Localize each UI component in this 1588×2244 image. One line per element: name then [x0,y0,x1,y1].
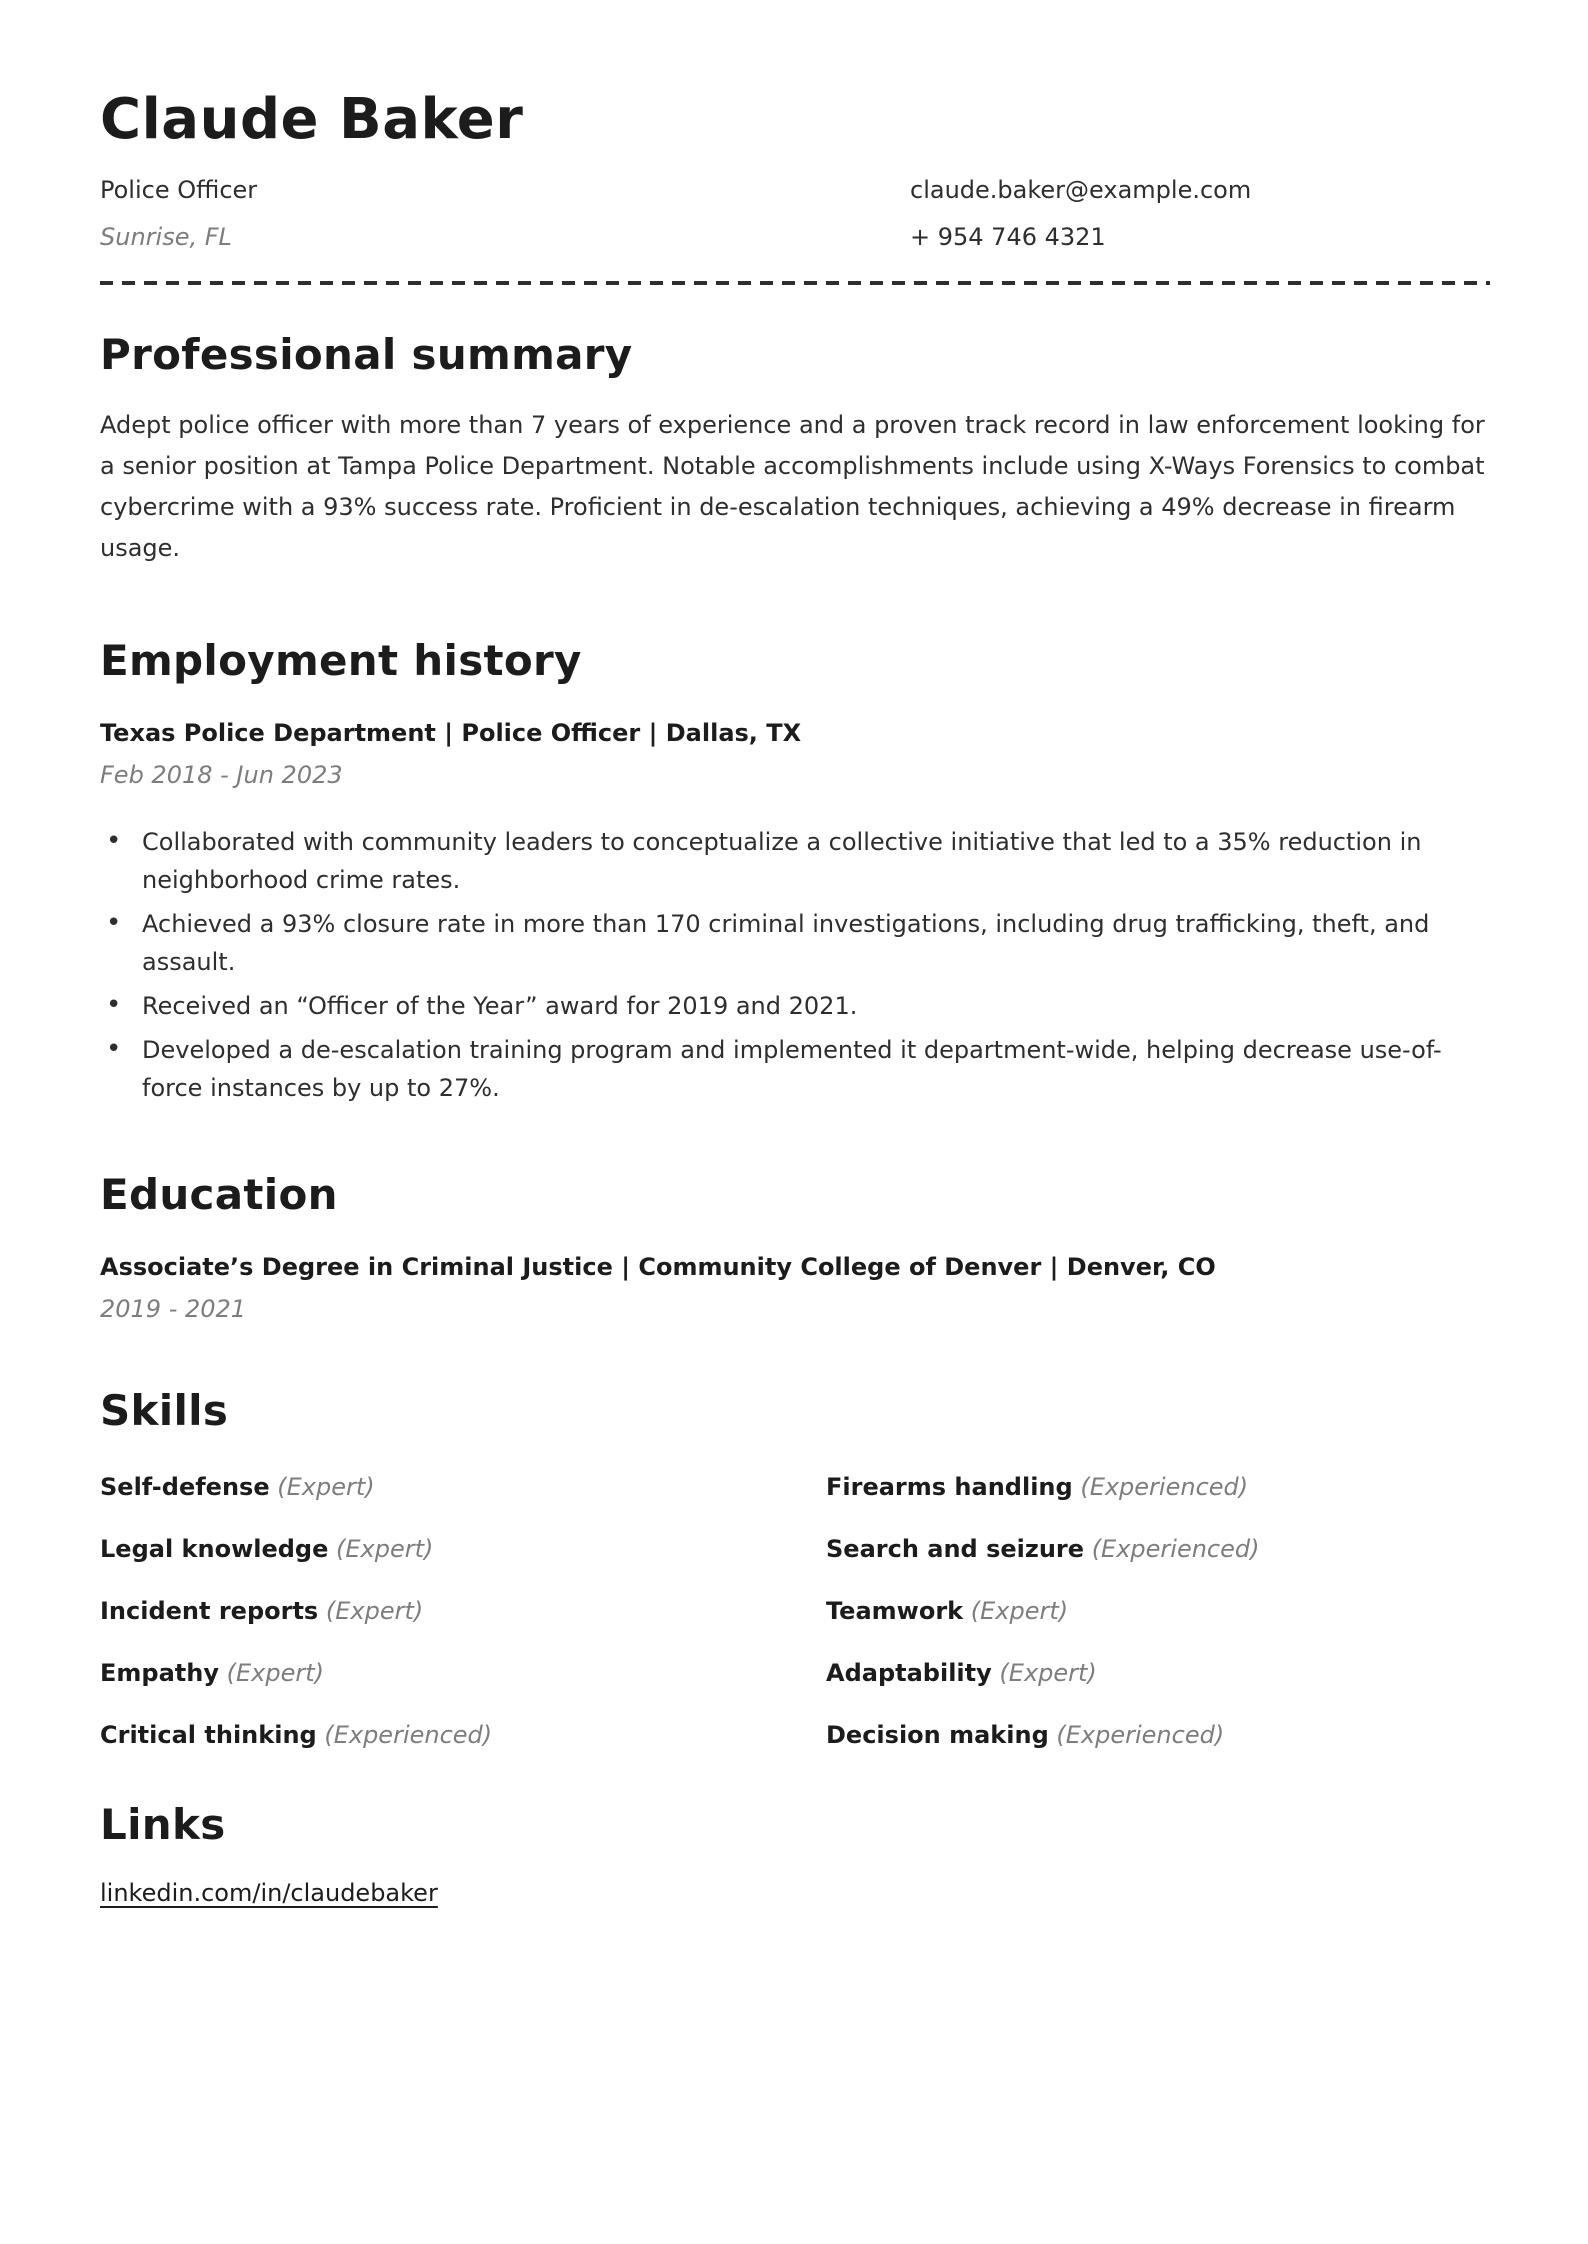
section-education [100,1169,1490,1325]
skill-level: (Expert) [325,1597,424,1626]
section-professional-summary [100,329,1490,569]
skill-item [100,1719,826,1751]
skill-level: (Expert) [999,1659,1097,1688]
skill-level: (Expert) [336,1535,434,1564]
skill-item [826,1471,1490,1503]
skill-name: Self-defense [100,1473,270,1502]
bullet-icon: • [106,1034,122,1065]
section-employment-history [100,635,1490,1107]
resume-header [100,86,1490,251]
skill-name: Empathy [100,1659,219,1688]
skill-level: (Expert) [226,1659,324,1688]
skill-level: (Experienced) [1080,1473,1249,1502]
skill-level: (Expert) [277,1473,375,1502]
skill-name: Incident reports [100,1597,319,1626]
skill-level: (Experienced) [1056,1721,1225,1750]
job-bullet-text: Received an “Officer of the Year” award for 2019 and 2021. [142,992,858,1021]
skill-name: Critical thinking [100,1721,317,1750]
linkedin-link[interactable]: linkedin.com/in/claudebaker [100,1879,438,1908]
job-title-line: Texas Police Department | Police Officer | Dallas, TX [100,719,802,748]
skill-item [826,1595,1490,1627]
bullet-icon: • [106,826,122,857]
skill-level: (Experienced) [324,1721,493,1750]
bullet-icon: • [106,990,122,1021]
skill-item [100,1595,826,1627]
links-heading: Links [100,1800,226,1850]
education-heading: Education [100,1170,338,1220]
summary-heading: Professional summary [100,330,633,380]
job-bullet [100,987,1490,1025]
skill-name: Decision making [826,1721,1049,1750]
skill-name: Firearms handling [826,1473,1073,1502]
education-title-line: Associate’s Degree in Criminal Justice | Community College of Denver | Denver, CO [100,1253,1216,1282]
skill-level: (Experienced) [1091,1535,1260,1564]
job-bullet-text: Achieved a 93% closure rate in more than 170 criminal investigations, including drug trafficking, theft, and assault. [142,910,1430,977]
skill-name: Teamwork [826,1597,964,1626]
job-bullet-list [100,823,1490,1107]
employment-heading: Employment history [100,636,582,686]
skill-level: (Expert) [970,1597,1069,1626]
summary-text: Adept police officer with more than 7 years of experience and a proven track record in law enforcement looking for a senior position at Tampa Police Department. Notable accomplishments include using X-Ways Forensics to combat cybercrime with a 93% success rate. Proficient in de-escalation techniques, achieving a 49% decrease in firearm usage. [100,411,1485,563]
job-dates: Feb 2018 - Jun 2023 [100,761,343,790]
person-name: Claude Baker [100,87,524,152]
contact-info [100,177,1490,251]
skill-item [826,1657,1490,1689]
job-title: Police Officer [100,176,258,205]
job-bullet [100,823,1490,899]
job-bullet [100,905,1490,981]
job-bullet-text: Collaborated with community leaders to conceptualize a collective initiative that led to a 35% reduction in neighborhood crime rates. [142,828,1422,895]
skill-name: Search and seizure [826,1535,1085,1564]
skill-name: Adaptability [826,1659,992,1688]
skill-name: Legal knowledge [100,1535,329,1564]
skill-item [100,1533,826,1565]
phone-number: + 954 746 4321 [910,223,1106,252]
bullet-icon: • [106,908,122,939]
link-row [100,1877,1490,1909]
skill-item [826,1719,1490,1751]
job-bullet [100,1031,1490,1107]
skill-item [826,1533,1490,1565]
section-skills [100,1385,1490,1751]
education-dates: 2019 - 2021 [100,1295,247,1324]
job-bullet-text: Developed a de-escalation training program and implemented it department-wide, helping decrease use-of-force instances by up to 27%. [142,1036,1442,1103]
skill-item [100,1471,826,1503]
skills-grid [100,1471,1490,1751]
email-address: claude.baker@example.com [910,176,1252,205]
location: Sunrise, FL [100,223,232,252]
section-links [100,1799,1490,1909]
skill-item [100,1657,826,1689]
dashed-divider [100,281,1490,285]
skills-heading: Skills [100,1386,229,1436]
